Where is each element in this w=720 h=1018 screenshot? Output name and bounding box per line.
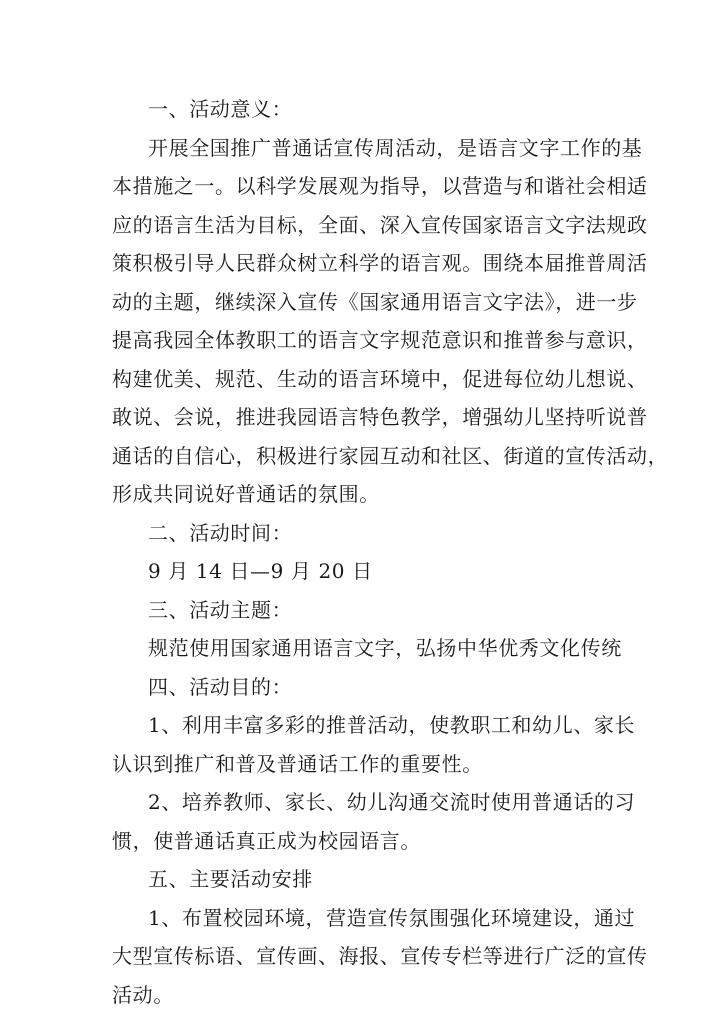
section-3-theme: 规范使用国家通用语言文字，弘扬中华优秀文化传统	[148, 636, 622, 660]
section-2-date-range: 9 月 14 日—9 月 20 日	[148, 559, 373, 583]
section-4-item-2-line: 惯，使普通话真正成为校园语言。	[112, 828, 421, 853]
section-5-item-1-line: 活动。	[112, 982, 174, 1007]
section-4-item-1-line: 1、利用丰富多彩的推普活动，使教职工和幼儿、家长	[148, 713, 636, 737]
section-1-line: 应的语言生活为目标，全面、深入宣传国家语言文字法规政	[112, 212, 648, 237]
section-1-line: 开展全国推广普通话宣传周活动，是语言文字工作的基	[148, 135, 643, 160]
document-page	[112, 90, 669, 1014]
section-5-item-1-line: 大型宣传标语、宣传画、海报、宣传专栏等进行广泛的宣传	[112, 944, 648, 968]
section-3-heading: 三、活动主题：	[148, 597, 293, 622]
section-1-heading: 一、活动意义：	[148, 97, 293, 121]
section-1-line: 提高我园全体教职工的语言文字规范意识和推普参与意识，	[112, 328, 648, 352]
section-4-item-1-line: 认识到推广和普及普通话工作的重要性。	[112, 751, 483, 776]
section-1-line: 本措施之一。以科学发展观为指导，以营造与和谐社会相适	[112, 174, 648, 198]
section-1-line: 动的主题，继续深入宣传《国家通用语言文字法》，进一步	[112, 289, 638, 314]
section-1-line: 通话的自信心，积极进行家园互动和社区、街道的宣传活动，	[112, 443, 669, 468]
section-1-line: 策积极引导人民群众树立科学的语言观。围绕本届推普周活	[112, 251, 648, 275]
section-1-line: 构建优美、规范、生动的语言环境中，促进每位幼儿想说、	[112, 366, 648, 391]
section-4-item-2-line: 2、培养教师、家长、幼儿沟通交流时使用普通话的习	[148, 790, 636, 814]
section-1-line: 敢说、会说，推进我园语言特色教学，增强幼儿坚持听说普	[112, 405, 648, 429]
section-5-item-1-line: 1、布置校园环境，营造宣传氛围强化环境建设，通过	[148, 905, 636, 930]
section-4-heading: 四、活动目的：	[148, 674, 293, 699]
section-2-heading: 二、活动时间：	[148, 520, 293, 545]
section-5-heading: 五、主要活动安排	[148, 867, 313, 891]
section-1-line: 形成共同说好普通话的氛围。	[112, 482, 380, 506]
